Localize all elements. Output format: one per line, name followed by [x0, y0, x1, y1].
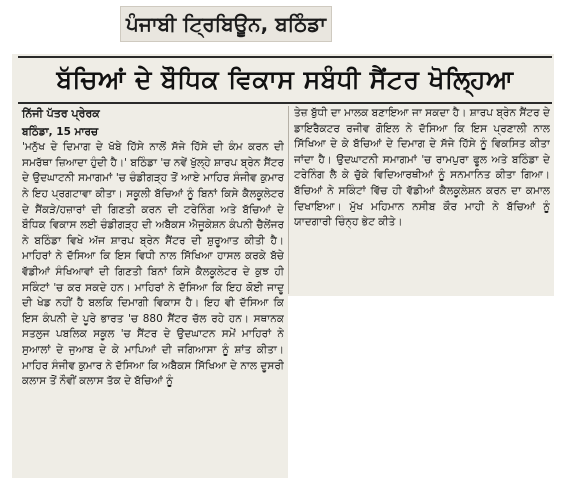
article-body-left: 'ਮਨੁੱਖ ਦੇ ਦਿਮਾਗ ਦੇ ਖੱਬੇ ਹਿੱਸੇ ਨਾਲੋਂ ਸੱਜੇ ਹਿੱਸੇ ਦੀ ਕੰਮ ਕਰਨ ਦੀ ਸਮਰੱਥਾ ਜ਼ਿਆਦਾ ਹੁੰਦੀ ਹੈ।' ਬਠਿੰਡਾ 'ਚ ਨਵੇਂ ਖੁੱਲ੍ਹੇ ਸ਼ਾਰਪ ਬ੍ਰੇਨ ਸੈਂਟਰ ਦੇ ਉਦਘਾਟਨੀ ਸਮਾਗਮਾਂ 'ਚ ਚੰਡੀਗੜ੍ਹ ਤੋਂ ਆਏ ਮਾਹਿਰ ਸੰਜੀਵ ਕੁਮਾਰ ਨੇ ਇਹ ਪ੍ਰਗਟਾਵਾ ਕੀਤਾ। ਸਕੂਲੀ ਬੱਚਿਆਂ ਨੂੰ ਬਿਨਾਂ ਕਿਸੇ ਕੈਲਕੂਲੇਟਰ ਦੇ ਸੈਂਕੜੇ/ਹਜ਼ਾਰਾਂ ਦੀ ਗਿਣਤੀ ਕਰਨ ਦੀ ਟਰੇਨਿੰਗ ਅਤੇ ਬੱਚਿਆਂ ਦੇ ਬੌਧਿਕ ਵਿਕਾਸ ਲਈ ਚੰਡੀਗੜ੍ਹ ਦੀ ਅਬੈਕਸ ਐਜੂਕੇਸ਼ਨ ਕੰਪਨੀ ਚੈਲੇਂਜਰ ਨੇ ਬਠਿੰਡਾ ਵਿਖੇ ਅੱਜ ਸ਼ਾਰਪ ਬ੍ਰੇਨ ਸੈਂਟਰ ਦੀ ਸ਼ੁਰੂਆਤ ਕੀਤੀ ਹੈ। ਮਾਹਿਰਾਂ ਨੇ ਦੱਸਿਆ ਕਿ ਇਸ ਵਿਧੀ ਨਾਲ ਸਿੱਖਿਆ ਹਾਸਲ ਕਰਕੇ ਬੱਚੇ ਵੱਡੀਆਂ ਸੰਖਿਆਵਾਂ ਦੀ ਗਿਣਤੀ ਬਿਨਾਂ ਕਿਸੇ ਕੈਲਕੂਲੇਟਰ ਦੇ ਕੁਝ ਹੀ ਸਕਿੰਟਾਂ 'ਚ ਕਰ ਸਕਦੇ ਹਨ। ਮਾਹਿਰਾਂ ਨੇ ਦੱਸਿਆ ਕਿ ਇਹ ਕੋਈ ਜਾਦੂ ਦੀ ਖੇਡ ਨਹੀਂ ਹੈ ਬਲਕਿ ਦਿਮਾਗੀ ਵਿਕਾਸ ਹੈ। ਇਹ ਵੀ ਦੱਸਿਆ ਕਿ ਇਸ ਕੰਪਨੀ ਦੇ ਪੂਰੇ ਭਾਰਤ 'ਚ 880 ਸੈਂਟਰ ਚੱਲ ਰਹੇ ਹਨ। ਸਥਾਨਕ ਸਤਲੁਜ ਪਬਲਿਕ ਸਕੂਲ 'ਚ ਸੈਂਟਰ ਦੇ ਉਦਘਾਟਨ ਸਮੇਂ ਮਾਹਿਰਾਂ ਨੇ ਸੁਆਲਾਂ ਦੇ ਜੁਆਬ ਦੇ ਕੇ ਮਾਪਿਆਂ ਦੀ ਜਗਿਆਸਾ ਨੂੰ ਸ਼ਾਂਤ ਕੀਤਾ। ਮਾਹਿਰ ਸੰਜੀਵ ਕੁਮਾਰ ਨੇ ਦੱਸਿਆ ਕਿ ਅਬੈਕਸ ਸਿੱਖਿਆ ਦੇ ਨਾਲ ਦੂਸਰੀ ਕਲਾਸ ਤੋਂ ਨੌਵੀਂ ਕਲਾਸ ਤੱਕ ਦੇ ਬੱਚਿਆਂ ਨੂੰ: [22, 141, 284, 388]
article-column-left: [22, 106, 284, 472]
clipping-cut-area: [288, 296, 563, 482]
article-column-right: [294, 106, 550, 294]
column-divider: [288, 106, 289, 294]
headline-box: [18, 56, 552, 104]
article-headline: ਬੱਚਿਆਂ ਦੇ ਬੌਧਿਕ ਵਿਕਾਸ ਸਬੰਧੀ ਸੈਂਟਰ ਖੋਲ੍ਹਿਆ: [56, 65, 514, 94]
article-dateline: ਬਠਿੰਡਾ, 15 ਮਾਰਚ: [22, 125, 99, 138]
newspaper-masthead: ਪੰਜਾਬੀ ਟ੍ਰਿਬਿਊਨ, ਬਠਿੰਡਾ: [120, 6, 332, 42]
article-byline: ਨਿੱਜੀ ਪੱਤਰ ਪ੍ਰੇਰਕ: [22, 107, 100, 120]
article-body-right: ਤੇਜ਼ ਬੁੱਧੀ ਦਾ ਮਾਲਕ ਬਣਾਇਆ ਜਾ ਸਕਦਾ ਹੈ। ਸ਼ਾਰਪ ਬ੍ਰੇਨ ਸੈਂਟਰ ਦੇ ਡਾਇਰੈਕਟਰ ਰਜੀਵ ਗੋਇਲ ਨੇ ਦੱਸਿਆ ਕਿ ਇਸ ਪ੍ਰਣਾਲੀ ਨਾਲ ਸਿੱਖਿਆ ਦੇ ਕੇ ਬੱਚਿਆਂ ਦੇ ਦਿਮਾਗ ਦੇ ਸੱਜੇ ਹਿੱਸੇ ਨੂੰ ਵਿਕਸਿਤ ਕੀਤਾ ਜਾਂਦਾ ਹੈ। ਉਦਘਾਟਨੀ ਸਮਾਗਮਾਂ 'ਚ ਰਾਮਪੁਰਾ ਫੂਲ ਅਤੇ ਬਠਿੰਡਾ ਦੇ ਟਰੇਨਿੰਗ ਲੈ ਕੇ ਚੁੱਕੇ ਵਿਦਿਆਰਥੀਆਂ ਨੂੰ ਸਨਮਾਨਿਤ ਕੀਤਾ ਗਿਆ। ਬੱਚਿਆਂ ਨੇ ਸਕਿੰਟਾਂ ਵਿੱਚ ਹੀ ਵੱਡੀਆਂ ਕੈਲਕੂਲੇਸ਼ਨ ਕਰਨ ਦਾ ਕਮਾਲ ਦਿਖਾਇਆ। ਮੁੱਖ ਮਹਿਮਾਨ ਨਸੀਬ ਕੌਰ ਮਾਹੀ ਨੇ ਬੱਚਿਆਂ ਨੂੰ ਯਾਦਗਾਰੀ ਚਿੰਨ੍ਹ ਭੇਟ ਕੀਤੇ।: [294, 107, 550, 229]
